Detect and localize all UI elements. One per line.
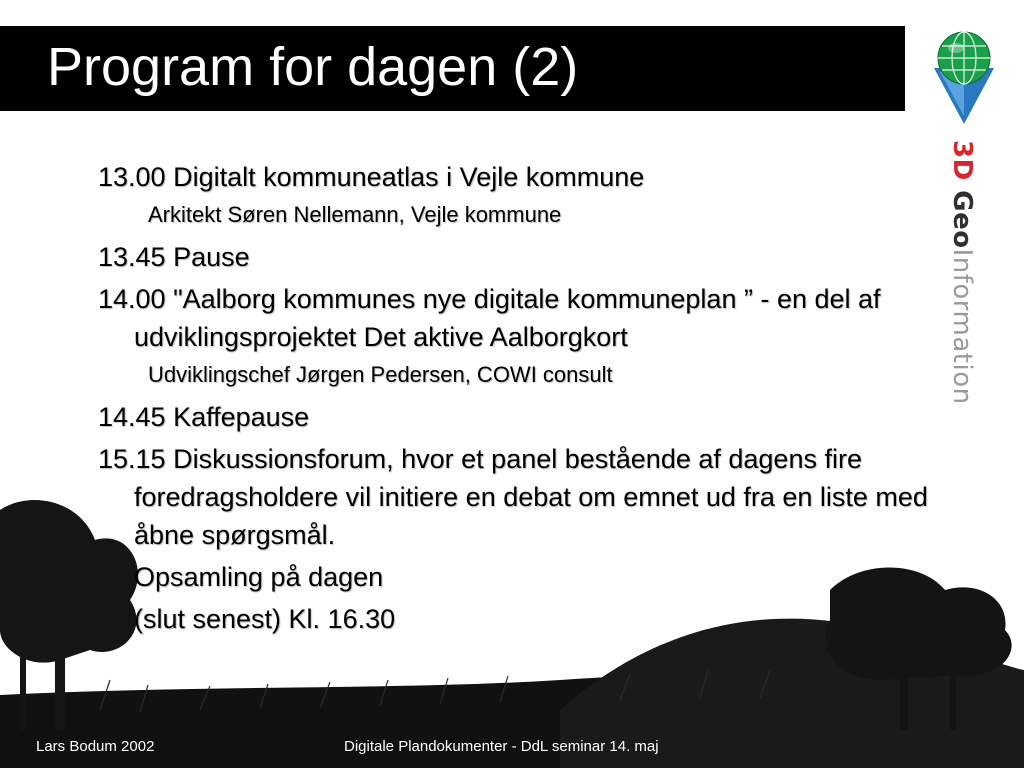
brand-geo: Geo [947,190,977,249]
agenda-item: 14.45 Kaffepause [98,402,310,432]
agenda-item: 15.15 Diskussionsforum, hvor et panel bestående af dagens fire foredragsholdere vil initiere en debat om emnet ud fra en liste med åbne spørgsmål. [98,444,928,550]
agenda-item: 13.00 Digitalt kommuneatlas i Vejle kommune [98,162,645,192]
agenda-item: 14.00 "Aalborg kommunes nye digitale kommuneplan ” - en del af udviklingsprojektet Det aktive Aalborgkort [98,284,881,352]
slide-title: Program for dagen (2) [47,37,579,97]
footer-author: Lars Bodum 2002 [36,738,155,755]
agenda-list [98,158,958,642]
closing-line: Opsamling på dagen [134,562,384,592]
globe-logo-icon [930,28,998,124]
brand-information: Information [947,248,977,405]
agenda-speaker: Arkitekt Søren Nellemann, Vejle kommune [148,202,562,227]
closing-line: (slut senest) Kl. 16.30 [134,604,396,634]
agenda-speaker: Udviklingschef Jørgen Pedersen, COWI consult [148,362,613,387]
brand-3d: 3D [947,140,977,191]
footer-event: Digitale Plandokumenter - DdL seminar 14. maj [344,738,659,755]
agenda-item: 13.45 Pause [98,242,250,272]
